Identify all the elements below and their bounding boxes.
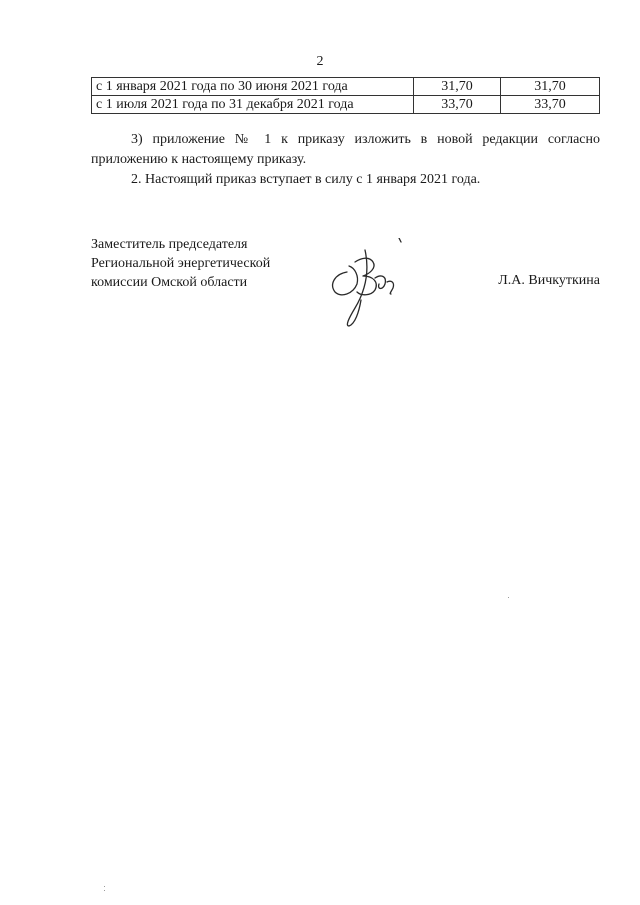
- table-row: [92, 96, 600, 114]
- signer-title-line: Заместитель председателя: [91, 237, 248, 252]
- period-cell: с 1 июля 2021 года по 31 декабря 2021 года: [92, 96, 414, 114]
- period-cell: с 1 января 2021 года по 30 июня 2021 года: [92, 78, 414, 96]
- value-cell: 31,70: [414, 78, 501, 96]
- scan-speck: [104, 890, 105, 891]
- signer-name: Л.А. Вичкуткина: [498, 273, 600, 288]
- value-cell: 31,70: [501, 78, 600, 96]
- table-row: [92, 78, 600, 96]
- scan-speck: [104, 886, 105, 887]
- signer-title-line: комиссии Омской области: [91, 275, 248, 290]
- value-cell: 33,70: [414, 96, 501, 114]
- scan-speck: [508, 597, 509, 598]
- handwritten-signature: [325, 238, 415, 330]
- signer-title: [91, 235, 270, 292]
- paragraph-effective-date: 2. Настоящий приказ вступает в силу с 1 января 2021 года.: [131, 172, 481, 187]
- value-cell: 33,70: [501, 96, 600, 114]
- page-number: 2: [316, 54, 324, 69]
- signer-title-line: Региональной энергетической: [91, 256, 271, 271]
- tariff-table: [91, 77, 600, 114]
- paragraph-appendix: 3) приложение № 1 к приказу изложить в новой редакции согласно приложению к настоящему приказу.: [91, 132, 600, 167]
